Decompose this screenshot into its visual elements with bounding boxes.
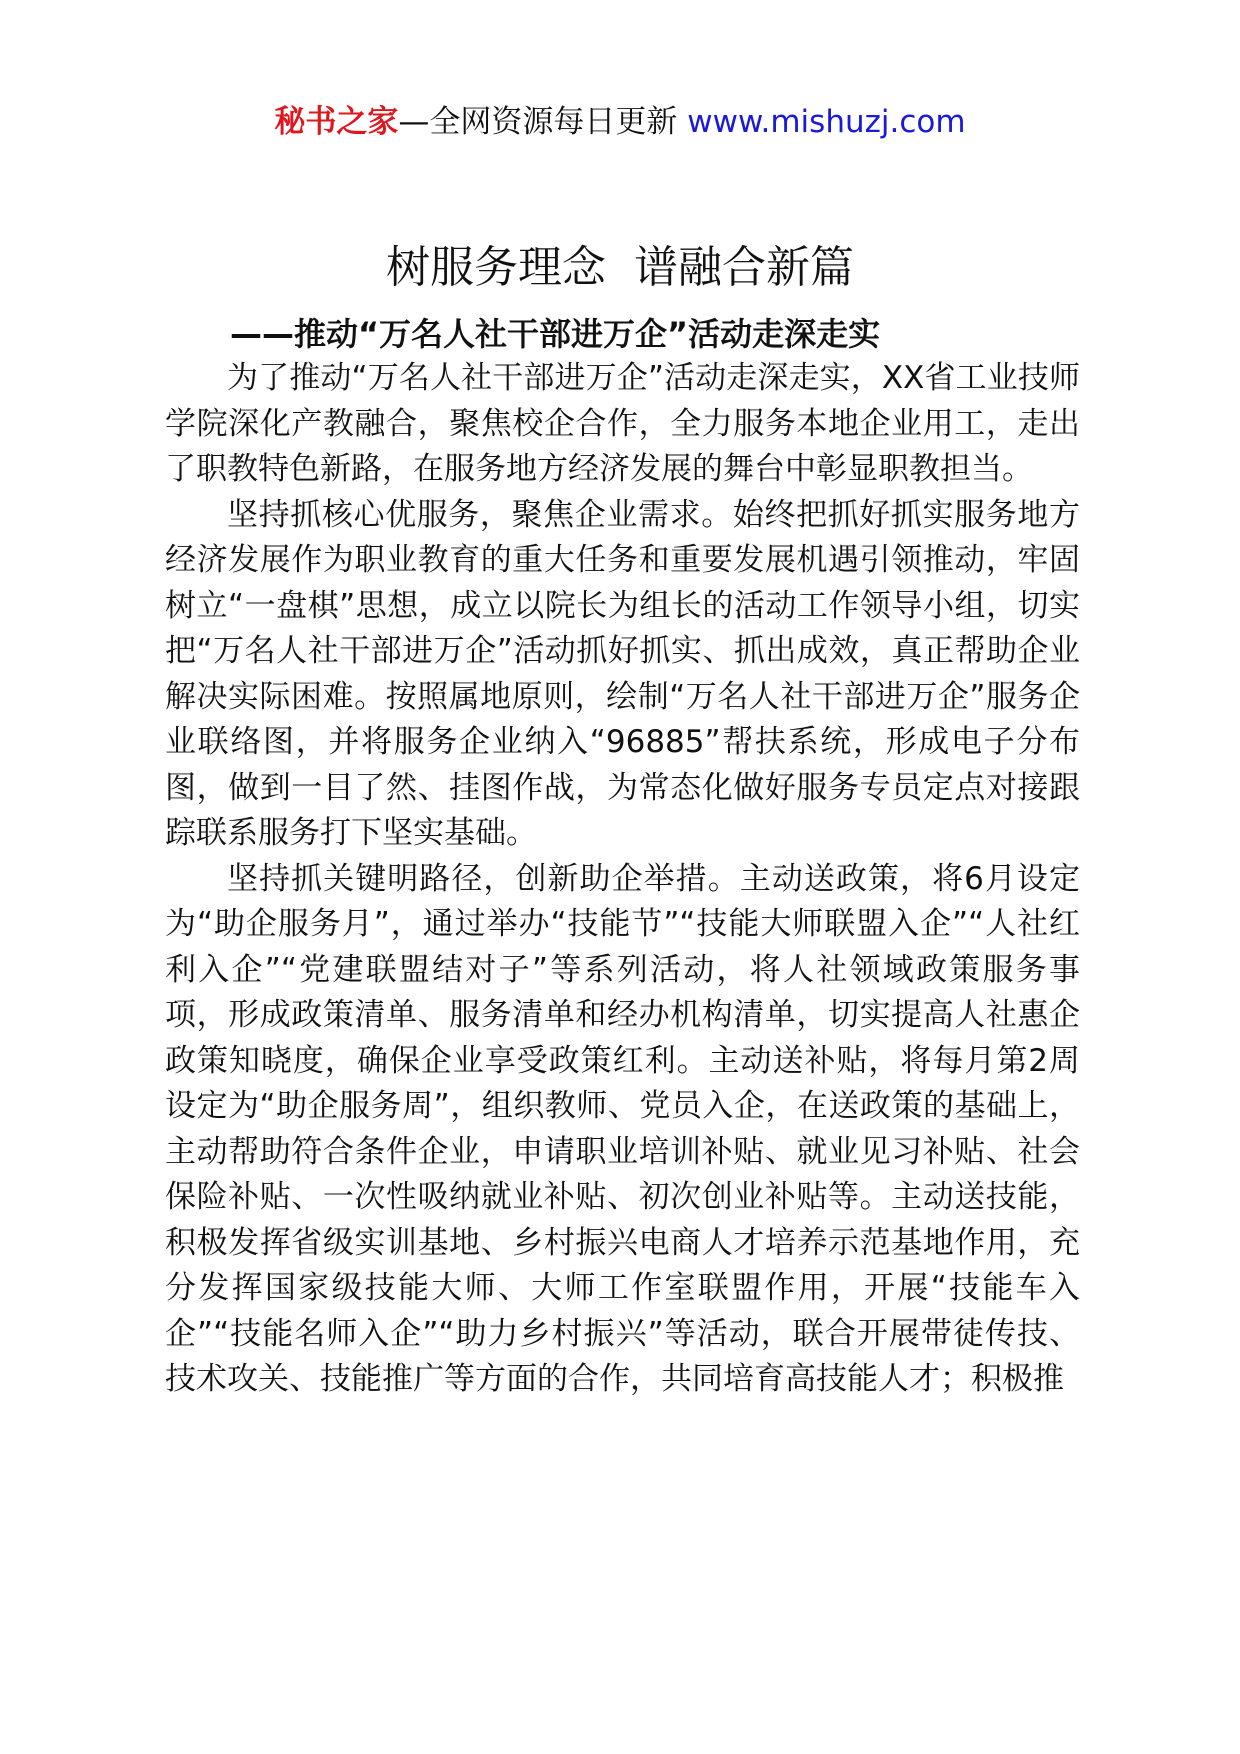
paragraph-core-service: 坚持抓核心优服务，聚焦企业需求。始终把抓好抓实服务地方经济发展作为职业教育的重大任务和重要发展机遇引领推动，牢固树立“一盘棋”思想，成立以院长为组长的活动工作领导小组，切实把“万名人社干部进万企”活动抓好抓实、抓出成效，真正帮助企业解决实际困难。按照属地原则，绘制“万名人社干部进万企”服务企业联络图，并将服务企业纳入“96885”帮扶系统，形成电子分布图，做到一目了然、挂图作战，为常态化做好服务专员定点对接跟踪联系服务打下坚实基础。 — [165, 496, 1080, 851]
document-body — [165, 356, 1080, 1403]
paragraph-intro: 为了推动“万名人社干部进万企”活动走深走实，XX省工业技师学院深化产教融合，聚焦校企合作，全力服务本地企业用工，走出了职教特色新路，在服务地方经济发展的舞台中彰显职教担当。 — [165, 360, 1080, 487]
document-title: 树服务理念 谱融合新篇 — [386, 242, 854, 293]
site-name: 秘书之家 — [274, 104, 399, 140]
site-url-link[interactable]: www.mishuzj.com — [687, 104, 966, 140]
paragraph-key-path: 坚持抓关键明路径，创新助企举措。主动送政策，将6月设定为“助企服务月”，通过举办“技能节”“技能大师联盟入企”“人社红利入企”“党建联盟结对子”等系列活动，将人社领域政策服务事项，形成政策清单、服务清单和经办机构清单，切实提高人社惠企政策知晓度，确保企业享受政策红利。主动送补贴，将每月第2周设定为“助企服务周”，组织教师、党员入企，在送政策的基础上，主动帮助符合条件企业，申请职业培训补贴、就业见习补贴、社会保险补贴、一次性吸纳就业补贴、初次创业补贴等。主动送技能，积极发挥省级实训基地、乡村振兴电商人才培养示范基地作用，充分发挥国家级技能大师、大师工作室联盟作用，开展“技能车入企”“技能名师入企”“助力乡村振兴”等活动，联合开展带徒传技、技术攻关、技能推广等方面的合作，共同培育高技能人才；积极推 — [165, 860, 1080, 1397]
site-header — [0, 102, 1240, 142]
site-slogan: —全网资源每日更新 — [398, 104, 678, 140]
document-subtitle: ——推动“万名人社干部进万企”活动走深走实 — [230, 315, 881, 353]
